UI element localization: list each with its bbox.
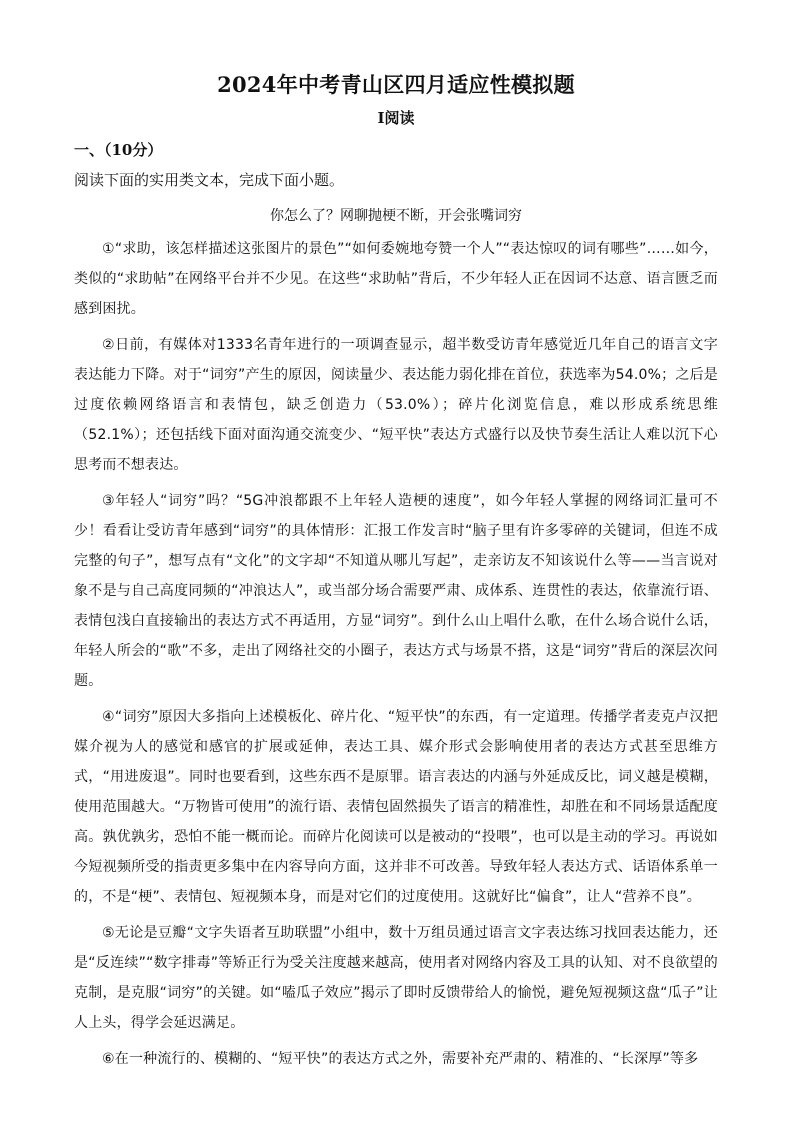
passage-body: [74, 234, 718, 1074]
paragraph-5: ⑤无论是豆瓣“文字失语者互助联盟”小组中，数十万组员通过语言文字表达练习找回表达能力，还是“反连续”“数字排毒”等矫正行为受关注度越来越高，使用者对网络内容及工具的认知、对不良欲望的克制，是克服“词穷”的关键。如“嗑瓜子效应”揭示了即时反馈带给人的愉悦，避免短视频这盘“瓜子”让人上头，得学会延迟满足。: [74, 925, 718, 1031]
passage-title: 你怎么了？网聊抛梗不断，开会张嘴词穷: [270, 208, 522, 224]
question-heading: 一、（10分）: [74, 141, 163, 159]
paragraph-4: ④“词穷”原因大多指向上述模板化、碎片化、“短平快”的东西，有一定道理。传播学者麦克卢汉把媒介视为人的感觉和感官的扩展或延伸，表达工具、媒介形式会影响使用者的表达方式甚至思维方式，“用进废退”。同时也要看到，这些东西不是原罪。语言表达的内涵与外延成反比，词义越是模糊，使用范围越大。“万物皆可使用”的流行语、表情包固然损失了语言的精准性，却胜在和不同场景适配度高。孰优孰劣，恐怕不能一概而论。而碎片化阅读可以是被动的“投喂”，也可以是主动的学习。再说如今短视频所受的指责更多集中在内容导向方面，这并非不可改善。导致年轻人表达方式、话语体系单一的，不是“梗”、表情包、短视频本身，而是对它们的过度使用。这就好比“偏食”，让人“营养不良”。: [74, 709, 718, 905]
paragraph-2: ②日前，有媒体对1333名青年进行的一项调查显示，超半数受访青年感觉近几年自己的语言文字表达能力下降。对于“词穷”产生的原因，阅读量少、表达能力弱化排在首位，获选率为54.0%；之后是过度依赖网络语言和表情包，缺乏创造力（53.0%）；碎片化浏览信息，难以形成系统思维（52.1%）；还包括线下面对面沟通交流变少、“短平快”表达方式盛行以及快节奏生活让人难以沉下心思考而不想表达。: [74, 337, 718, 473]
section-title: I阅读: [377, 109, 415, 127]
instruction-text: 阅读下面的实用类文本，完成下面小题。: [74, 171, 345, 189]
paragraph-1: ①“求助，该怎样描述这张图片的景色”“如何委婉地夸赞一个人”“表达惊叹的词有哪些”……如今，类似的“求助帖”在网络平台并不少见。在这些“求助帖”背后，不少年轻人正在因词不达意、语言匮乏而感到困扰。: [74, 241, 718, 317]
document-title: 2024年中考青山区四月适应性模拟题: [217, 72, 575, 97]
paragraph-6: ⑥在一种流行的、模糊的、“短平快”的表达方式之外，需要补充严肃的、精准的、“长深厚”等多: [102, 1051, 699, 1067]
paragraph-3: ③年轻人“词穷”吗？“5G冲浪都跟不上年轻人造梗的速度”，如今年轻人掌握的网络词汇量可不少！看看让受访青年感到“词穷”的具体情形：汇报工作发言时“脑子里有许多零碎的关键词，但连不成完整的句子”，想写点有“文化”的文字却“不知道从哪儿写起”，走亲访友不知该说什么等——当言说对象不是与自己高度同频的“冲浪达人”，或当部分场合需要严肃、成体系、连贯性的表达，依靠流行语、表情包浅白直接输出的表达方式不再适用，方显“词穷”。到什么山上唱什么歌，在什么场合说什么话，年轻人所会的“歌”不多，走出了网络社交的小圈子，表达方式与场景不搭，这是“词穷”背后的深层次问题。: [74, 493, 718, 689]
